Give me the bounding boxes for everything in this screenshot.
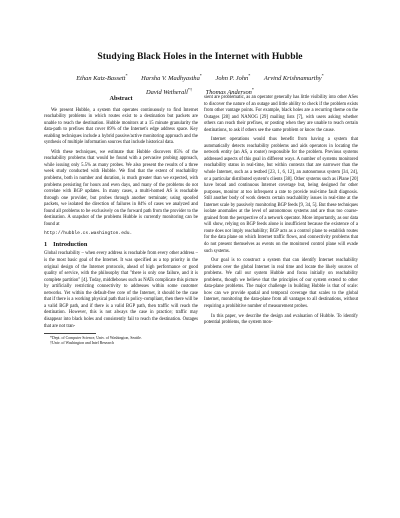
abstract-heading: Abstract [109, 95, 133, 102]
author: Ethan Katz-Bassett* [76, 73, 128, 83]
author: Arvind Krishnamurthy* [263, 73, 324, 83]
body-paragraph: Global reachability – when every address is reachable from every other address – is the most basic goal of the Internet. It was specified as a top priority in the original design of the Internet protocols, ahead of high performance or good quality of service, with the philosophy that "there is only one failure, and it is complete partition" [4]. Today, middleboxes such as NATs complicate this picture by artificially restricting connectivity to addresses within some customer networks. Yet within the default-free core of the Internet, it should be the case that if there is a working physical path that is policy-compliant, then there will be a valid BGP path, and if there is a valid BGP path, then traffic will reach the destination. However, this is not always the case in practice; traffic may disappear into black holes and consistently fail to reach the destination. Outages that are not tran- [44, 251, 198, 329]
footnote-rule [44, 333, 96, 334]
author: John P. John* [215, 73, 251, 83]
author: Harsha V. Madhyastha* [141, 73, 202, 83]
project-url-link[interactable]: http://hubble.cs.washington.edu. [44, 231, 133, 237]
body-paragraph: Internet operations would thus benefit from having a system that automatically detects reachability problems and aids operators in locating the network entity (an AS, a router) responsible for the problem. Previous systems addressed aspects of this goal in different ways. A number of systems monitored reachability status in real-time, but within contexts that are narrower than the whole Internet, such as a testbed [23, 1, 6, 12], an autonomous system [34, 24], or a particular distributed system's clients [38]. Other systems such as iPlane [20] have broad and continuous Internet coverage but, being designed for other purposes, monitor at too infrequent a rate to provide real-time fault diagnosis. Still another body of work detects certain reachability issues in real-time at the Internet scale by passively monitoring BGP feeds [9, 34, 5]. But these techniques isolate anomalies at the level of autonomous systems and are thus too coarse-grained from the perspective of a network operator. More importantly, as our data will show, relying on BGP feeds alone is insufficient because the existence of a route does not imply reachability; BGP acts as a control plane to establish routes for the data plane on which Internet traffic flows, and connectivity problems that do not present themselves as events on the monitored control plane will evade such systems. [204, 137, 358, 254]
body-paragraph: sient are problematic, as an operator generally has little visibility into other ASes to discover the nature of an outage and little ability to check if the problem exists from other vantage points. For example, black holes are a recurring theme on the Outages [28] and NANOG [29] mailing lists [7], with users asking whether others can reach their prefixes, or posting when they are unable to reach certain destinations, to ask if others see the same problem or know the cause. [204, 95, 358, 133]
abstract-paragraph: With these techniques, we estimate that Hubble discovers 85% of the reachability problems that would be found with a pervasive probing approach, while issuing only 5.5% as many probes. We also present the results of a three week study conducted with Hubble. We find that the extent of reachability problems, both in number and duration, is much greater than we expected, with problems persisting for hours and even days, and many of the problems do not correlate with BGP updates. In many cases, a multi-homed AS is reachable through one provider, but probes through another terminate; using spoofed packets, we isolated the direction of failures in 84% of cases we analyzed and found all problems to be exclusively on the forward path from the provider to the destination. A snapshot of the problems Hubble is currently monitoring can be found at [44, 149, 198, 227]
footnote: *Dept. of Computer Science, Univ. of Washington, Seattle. [50, 336, 142, 341]
section-heading: 1 Introduction [44, 240, 88, 248]
abstract-paragraph: We present Hubble, a system that operates continuously to find Internet reachability problems in which routes exist to a destination but packets are unable to reach the destination. Hubble monitors at a 15 minute granularity the data-path to prefixes that cover 89% of the Internet's edge address space. Key enabling techniques include a hybrid passive/active monitoring approach and the synthesis of multiple information sources that include historical data. [44, 107, 198, 146]
author: Thomas Anderson* [205, 87, 254, 97]
body-paragraph: Our goal is to construct a system that can identify Internet reachability problems over the global Internet in real time and locate the likely sources of problems. We call our system Hubble and focus initially on reachability problems, though we believe that the principles of our system extend to other data-plane problems. The major challenge in building Hubble is that of scale: how can we provide spatial and temporal coverage that scales to the global Internet, monitoring the data-plane from all vantages to all destinations, without requiring a prohibitive number of measurement probes. [204, 258, 358, 309]
footnote: †Univ. of Washington and Intel Research [50, 341, 114, 346]
left-column [44, 96, 198, 346]
author-list [44, 70, 356, 98]
right-column [204, 95, 358, 330]
paper-title: Studying Black Holes in the Internet with Hubble [97, 51, 303, 62]
body-paragraph: In this paper, we describe the design and evaluation of Hubble. To identify potential problems, the system mon- [204, 313, 358, 326]
author: David Wetherall*† [146, 87, 193, 97]
